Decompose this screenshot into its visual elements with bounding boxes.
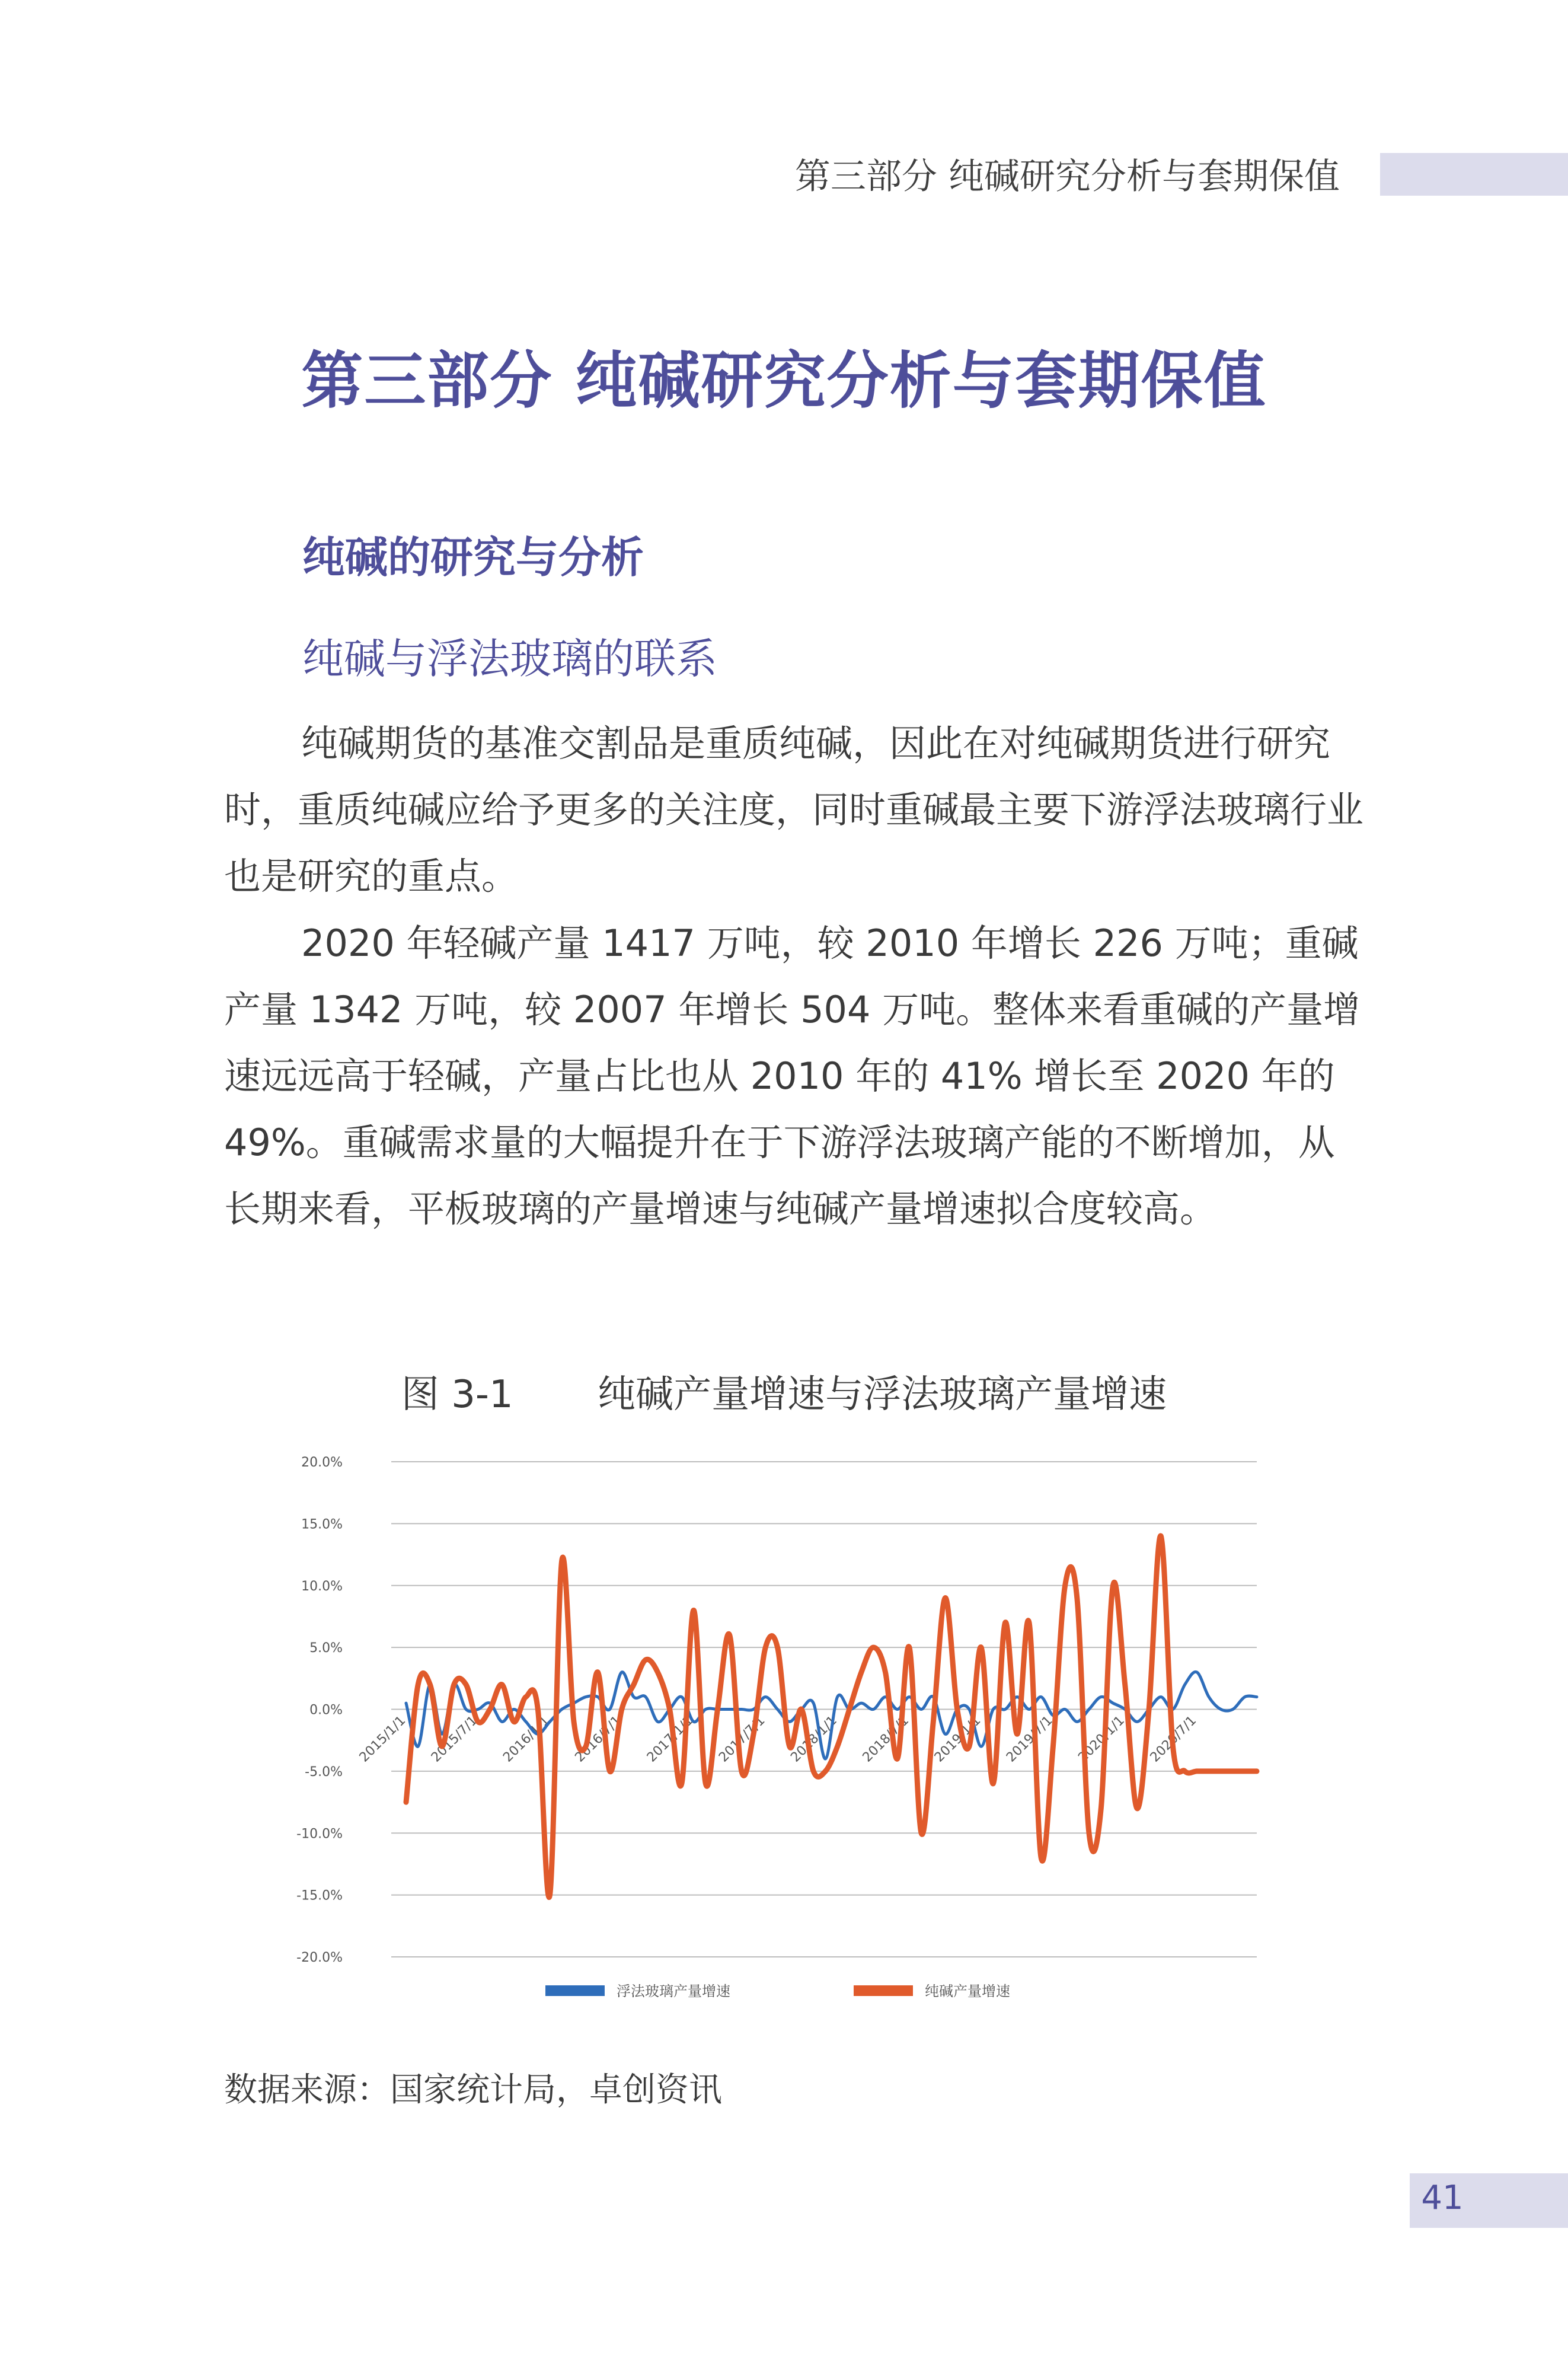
y-tick-label: -5.0%	[305, 1764, 343, 1780]
x-tick-label: 2017/1/1	[644, 1713, 697, 1765]
body-paragraph-1: 纯碱期货的基准交割品是重质纯碱，因此在对纯碱期货进行研究时，重质纯碱应给予更多的关注度，同时重碱最主要下游浮法玻璃行业也是研究的重点。	[224, 722, 1364, 898]
running-header: 第三部分 纯碱研究分析与套期保值	[794, 156, 1340, 197]
x-tick-label: 2015/7/1	[428, 1713, 481, 1765]
line-chart	[273, 1423, 1292, 2034]
x-tick-label: 2020/1/1	[1075, 1713, 1128, 1765]
x-tick-label: 2016/1/1	[500, 1713, 553, 1765]
y-tick-label: -10.0%	[296, 1826, 343, 1842]
y-tick-label: 5.0%	[309, 1641, 343, 1656]
x-tick-label: 2019/1/1	[931, 1713, 984, 1765]
body-paragraph-2: 2020 年轻碱产量 1417 万吨，较 2010 年增长 226 万吨；重碱产量 1342 万吨，较 2007 年增长 504 万吨。整体来看重碱的产量增速远远高于轻碱，产量占比也从 2010 年的 41% 增长至 2020 年的 49%。重碱需求量的大幅提升在于下游浮法玻璃产能的不断增加，从长期来看，平板玻璃的产量增速与纯碱产量增速拟合度较高。	[224, 922, 1361, 1230]
x-tick-label: 2016/7/1	[572, 1713, 625, 1765]
y-tick-label: 0.0%	[309, 1702, 343, 1718]
x-tick-label: 2017/7/1	[716, 1713, 768, 1765]
page-number: 41	[1421, 2179, 1464, 2217]
legend-label-1: 浮法玻璃产量增速	[617, 1983, 730, 2000]
x-tick-label: 2018/7/1	[860, 1713, 912, 1765]
y-tick-label: 15.0%	[301, 1517, 343, 1532]
y-tick-label: 10.0%	[301, 1579, 343, 1594]
figure-source-note: 数据来源：国家统计局，卓创资讯	[224, 2071, 722, 2109]
subsection-heading: 纯碱与浮法玻璃的联系	[302, 635, 717, 683]
legend-swatch-1	[545, 1985, 605, 1996]
section-heading: 纯碱的研究与分析	[302, 533, 644, 582]
legend-label-2: 纯碱产量增速	[925, 1983, 1010, 2000]
y-tick-label: -15.0%	[296, 1888, 343, 1904]
chart-legend	[545, 1983, 1010, 2000]
figure-title: 图 3-1 纯碱产量增速与浮法玻璃产量增速	[401, 1373, 1167, 1417]
x-tick-label: 2020/7/1	[1147, 1713, 1200, 1765]
y-axis-ticks	[296, 1455, 343, 1965]
header-decor-bar	[1380, 153, 1568, 196]
x-tick-label: 2015/1/1	[356, 1713, 409, 1765]
x-tick-label: 2018/1/1	[788, 1713, 840, 1765]
legend-swatch-2	[854, 1985, 913, 1996]
x-tick-label: 2019/7/1	[1004, 1713, 1056, 1765]
y-tick-label: 20.0%	[301, 1455, 343, 1470]
chapter-title: 第三部分 纯碱研究分析与套期保值	[301, 345, 1267, 417]
y-tick-label: -20.0%	[296, 1950, 343, 1965]
